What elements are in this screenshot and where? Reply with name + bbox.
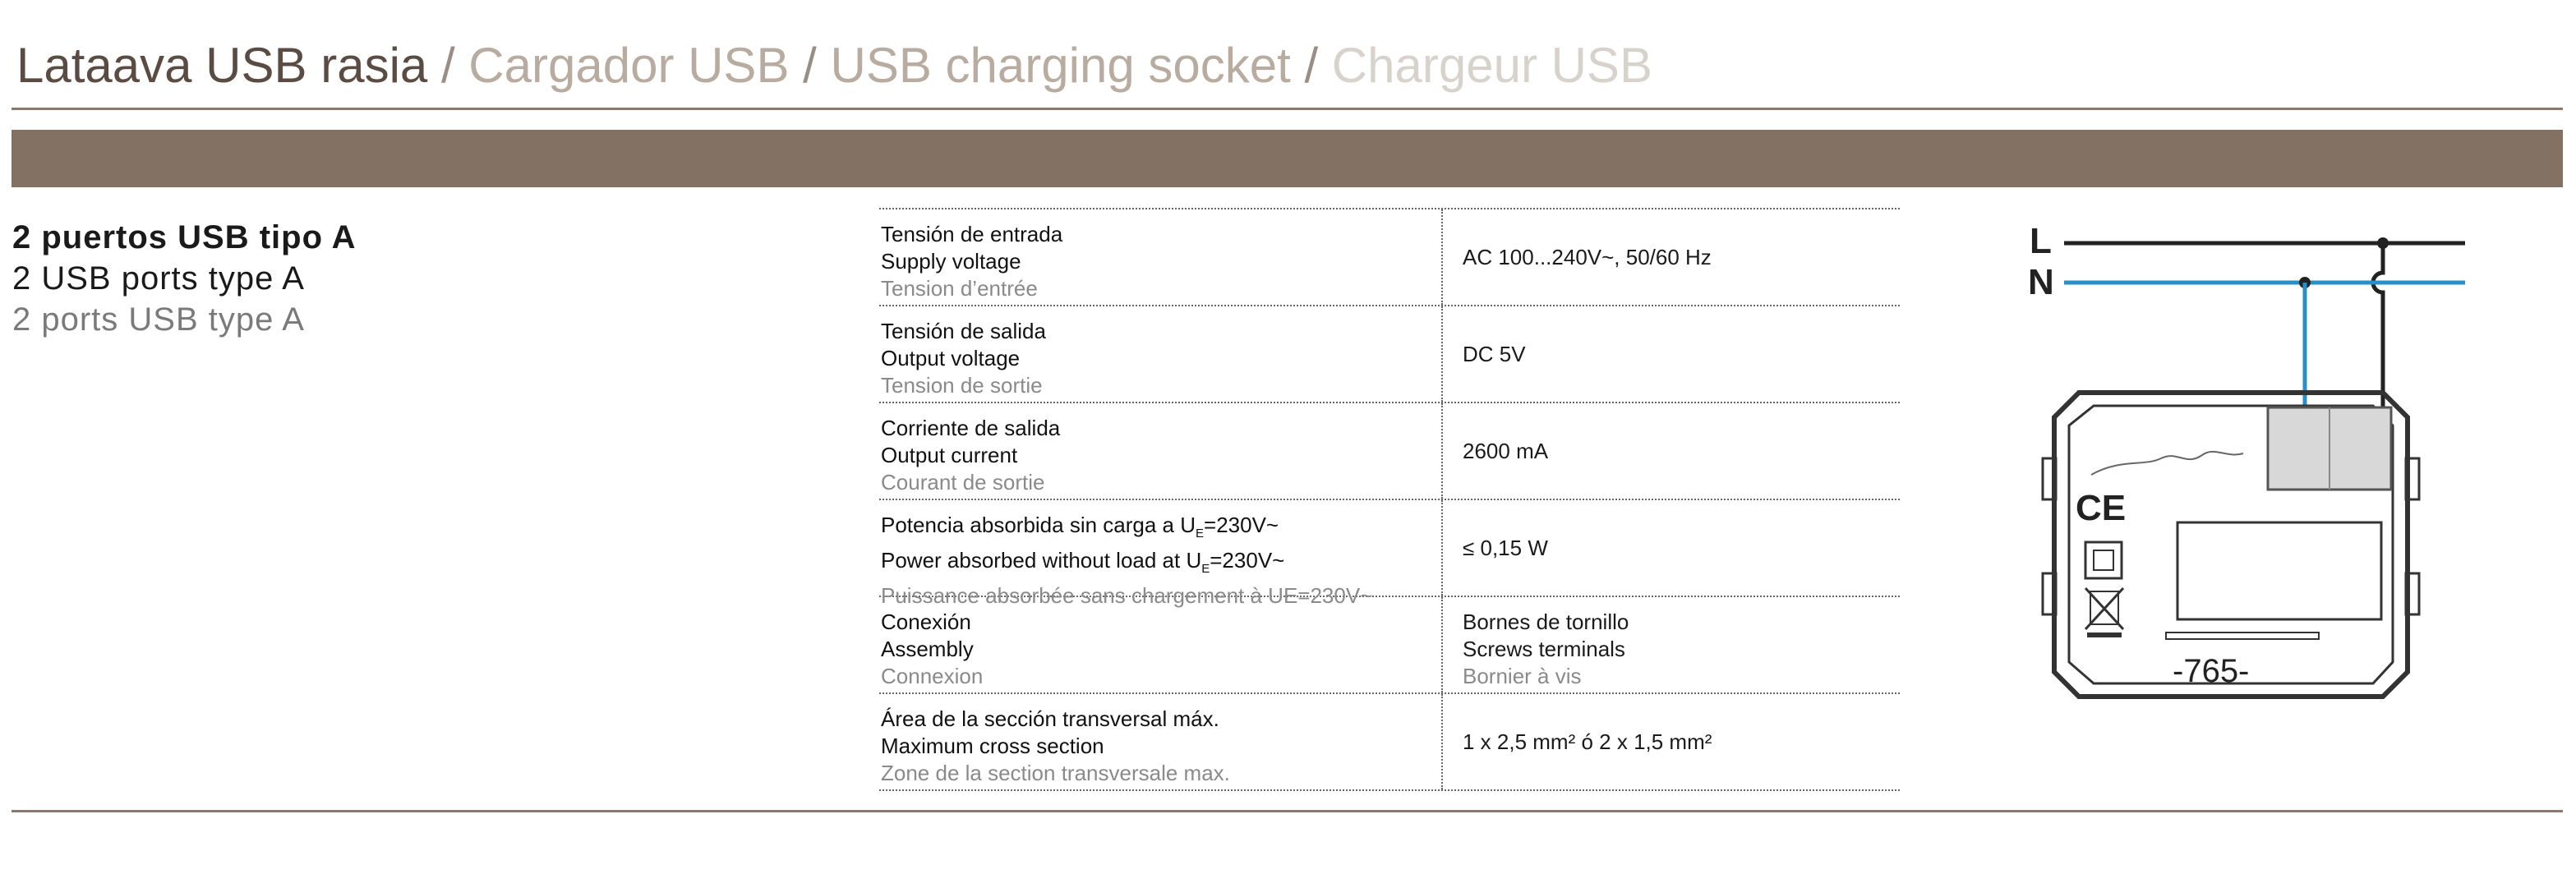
spec-label-spanish: Tensión de salida [881, 319, 1046, 343]
spec-value-text: AC 100...240V~, 50/60 Hz [1463, 244, 1712, 269]
label-area [2177, 522, 2381, 619]
spec-label-french: Connexion [881, 664, 984, 688]
spec-value-english: Screws terminals [1463, 637, 1625, 661]
weee-bin-icon [2085, 588, 2123, 637]
spec-label-french: Puissance absorbée sans chargement à UE=230V~ [881, 583, 1373, 609]
signature-mark [2091, 452, 2243, 475]
spec-label-text: =230V~ [1210, 548, 1285, 573]
spec-value-french: Bornier à vis [1463, 664, 1582, 688]
title-english: USB charging socket [830, 38, 1291, 93]
spec-row-power-no-load [879, 500, 1900, 609]
spec-label [879, 306, 1443, 402]
spec-label [879, 500, 1443, 609]
spec-label-french: Tension d’entrée [881, 276, 1038, 301]
spec-value [1443, 500, 1900, 596]
title-french: Chargeur USB [1331, 38, 1652, 93]
spec-label [879, 597, 1443, 692]
wiring-diagram-svg [2021, 212, 2482, 738]
ports-french: 2 ports USB type A [12, 301, 305, 338]
spec-label-spanish: Área de la sección transversal máx. [881, 706, 1219, 731]
spec-label-english: Output current [881, 443, 1018, 467]
spec-label-text: =230V~ [1204, 513, 1279, 537]
subscript: E [1201, 562, 1210, 577]
spec-table [879, 208, 1900, 791]
title-separator: / [1290, 38, 1332, 93]
header-band [12, 130, 2563, 187]
subscript: E [1196, 527, 1205, 541]
model-bar [2166, 632, 2319, 639]
ce-mark: CE [2076, 488, 2127, 528]
spec-label-french: Zone de la section transversale max. [881, 761, 1230, 785]
bottom-rule [12, 810, 2563, 812]
spec-label-french: Courant de sortie [881, 470, 1045, 494]
spec-label [879, 694, 1443, 789]
spec-label-english: Maximum cross section [881, 734, 1104, 758]
spec-value [1443, 694, 1900, 789]
spec-label-english: Assembly [881, 637, 974, 661]
live-label: L [2030, 221, 2052, 261]
spec-value-text: 1 x 2,5 mm² ó 2 x 1,5 mm² [1463, 729, 1712, 754]
page-title [16, 33, 1652, 99]
spec-value [1443, 597, 1900, 692]
ports-spanish: 2 puertos USB tipo A [12, 219, 357, 255]
spec-row-output-current [879, 403, 1900, 500]
spec-value [1443, 209, 1900, 305]
spec-row-cross-section [879, 694, 1900, 791]
title-spanish: Cargador USB [468, 38, 790, 93]
title-separator: / [789, 38, 831, 93]
top-rule [12, 108, 2563, 110]
spec-label-spanish: Conexión [881, 610, 971, 634]
neutral-label: N [2028, 262, 2054, 302]
spec-label-spanish [881, 512, 1441, 547]
spec-row-supply-voltage [879, 209, 1900, 306]
ports-english: 2 USB ports type A [12, 260, 305, 297]
spec-value-spanish: Bornes de tornillo [1463, 610, 1629, 634]
spec-label-spanish: Tensión de entrada [881, 222, 1063, 246]
spec-value-text: DC 5V [1463, 341, 1526, 366]
model-number: -765- [2173, 653, 2250, 689]
wiring-diagram [2021, 212, 2482, 738]
spec-row-assembly [879, 597, 1900, 694]
spec-label-french: Tension de sortie [881, 373, 1043, 398]
spec-label-english: Supply voltage [881, 249, 1021, 274]
spec-label-text: Power absorbed without load at U [881, 548, 1202, 573]
title-separator: / [427, 38, 469, 93]
spec-label [879, 209, 1443, 305]
spec-label-spanish: Corriente de salida [881, 416, 1061, 440]
ports-description [12, 217, 357, 340]
spec-value [1443, 306, 1900, 402]
spec-label-english: Output voltage [881, 346, 1021, 370]
spec-value-text: ≤ 0,15 W [1463, 535, 1548, 560]
spec-row-output-voltage [879, 306, 1900, 403]
spec-label [879, 403, 1443, 499]
title-finnish: Lataava USB rasia [16, 38, 428, 93]
spec-label-english [881, 547, 1441, 582]
double-insulation-icon [2085, 542, 2122, 578]
spec-value [1443, 403, 1900, 499]
spec-label-text: Potencia absorbida sin carga a U [881, 513, 1196, 537]
spec-value-text: 2600 mA [1463, 438, 1549, 463]
